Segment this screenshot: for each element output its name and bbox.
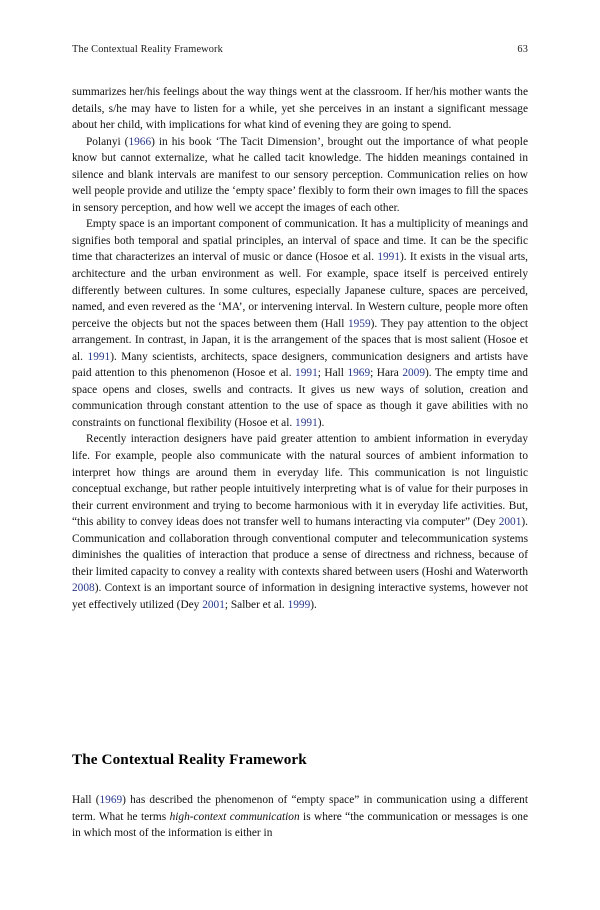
running-head-title: The Contextual Reality Framework (72, 44, 223, 55)
para-summarizes: summarizes her/his feelings about the way things went at the classroom. If her/his mother wants the details, s/he may have to listen for a while, yet she perceives in an instant a significant message about her child, with implications for what kind of evening they are going to spend. (72, 86, 528, 132)
citation-year[interactable]: 1991 (87, 350, 111, 363)
section-heading: The Contextual Reality Framework (72, 751, 307, 768)
section-body-block (72, 792, 528, 842)
citation-year[interactable]: 1969 (347, 367, 371, 380)
page-number: 63 (517, 44, 528, 55)
citation-year[interactable]: 1991 (377, 251, 401, 264)
emphasized-term: high-context communication (169, 810, 300, 823)
citation-year[interactable]: 2001 (202, 598, 225, 611)
para-recently: Recently interaction designers have paid greater attention to ambient information in everyday life. For example, people also communicate with the natural sources of ambient information to interpret how things are around them in everyday life. This communication is not linguistic conceptual exchange, but rather people intuitively interpreting what is of value for their purposes in their current environment and trying to become harmonious with it in everyday life activities. But, “this ability to convey ideas does not transfer well to humans interacting via computer” (Dey 2001). Communication and collaboration through conventional computer and telecommunication systems diminishes the qualities of interaction that produce a sense of directness and richness, because of their limited capacity to convey a reality with contexts shared between users (Hoshi and Waterworth 2008). Context is an important source of information in designing interactive systems, however not yet effectively utilized (Dey 2001; Salber et al. 1999). (72, 433, 528, 611)
citation-year[interactable]: 1969 (99, 794, 123, 806)
citation-year[interactable]: 2008 (72, 582, 95, 595)
running-head (72, 44, 528, 55)
body-text-block (72, 84, 528, 614)
citation-year[interactable]: 2001 (498, 516, 522, 529)
para-empty-space: Empty space is an important component of communication. It has a multiplicity of meanings and signifies both temporal and spatial principles, an interval of space and time. It can be the specific time that characterizes an interval of music or dance (Hosoe et al. 1991). It exists in the visual arts, architecture and the urban environment as well. For example, space itself is perceived entirely differently between cultures. In some cultures, especially Japanese culture, spaces are perceived, named, and even revered as the ‘MA’, or intervening interval. In Western culture, people more often perceive the objects but not the spaces between them (Hall 1959). They pay attention to the object arrangement. In contrast, in Japan, it is the arrangement of the spaces that is most salient (Hosoe et al. 1991). Many scientists, architects, space designers, communication designers and artists have paid attention to this phenomenon (Hosoe et al. 1991; Hall 1969; Hara 2009). The empty time and space opens and closes, swells and contracts. It gives us new ways of solution, creation and communication through constant attention to the use of space as though it gave abilities with no constraints on functional flexibility (Hosoe et al. 1991). (72, 218, 529, 429)
citation-year[interactable]: 1991 (295, 416, 318, 429)
para-hall: Hall (1969) has described the phenomenon of “empty space” in communication using a different term. What he terms high-context communication is where “the communication or messages is one in which most of the information is either in (72, 794, 528, 840)
citation-year[interactable]: 1959 (347, 317, 371, 330)
citation-year[interactable]: 1999 (287, 598, 311, 611)
citation-year[interactable]: 1991 (295, 367, 318, 380)
para-polanyi: Polanyi (1966) in his book ‘The Tacit Dimension’, brought out the importance of what people know but cannot externalize, what he called tacit knowledge. The hidden meanings contained in silence and blank intervals are manifest to our sensory perception. Communication relies on how well people provide and utilize the ‘empty space’ flexibly to form their own images to fill the spaces in sensory perception, and how well we accept the images of each other. (72, 135, 528, 214)
citation-year[interactable]: 2009 (402, 367, 426, 380)
citation-year[interactable]: 1966 (128, 135, 152, 148)
